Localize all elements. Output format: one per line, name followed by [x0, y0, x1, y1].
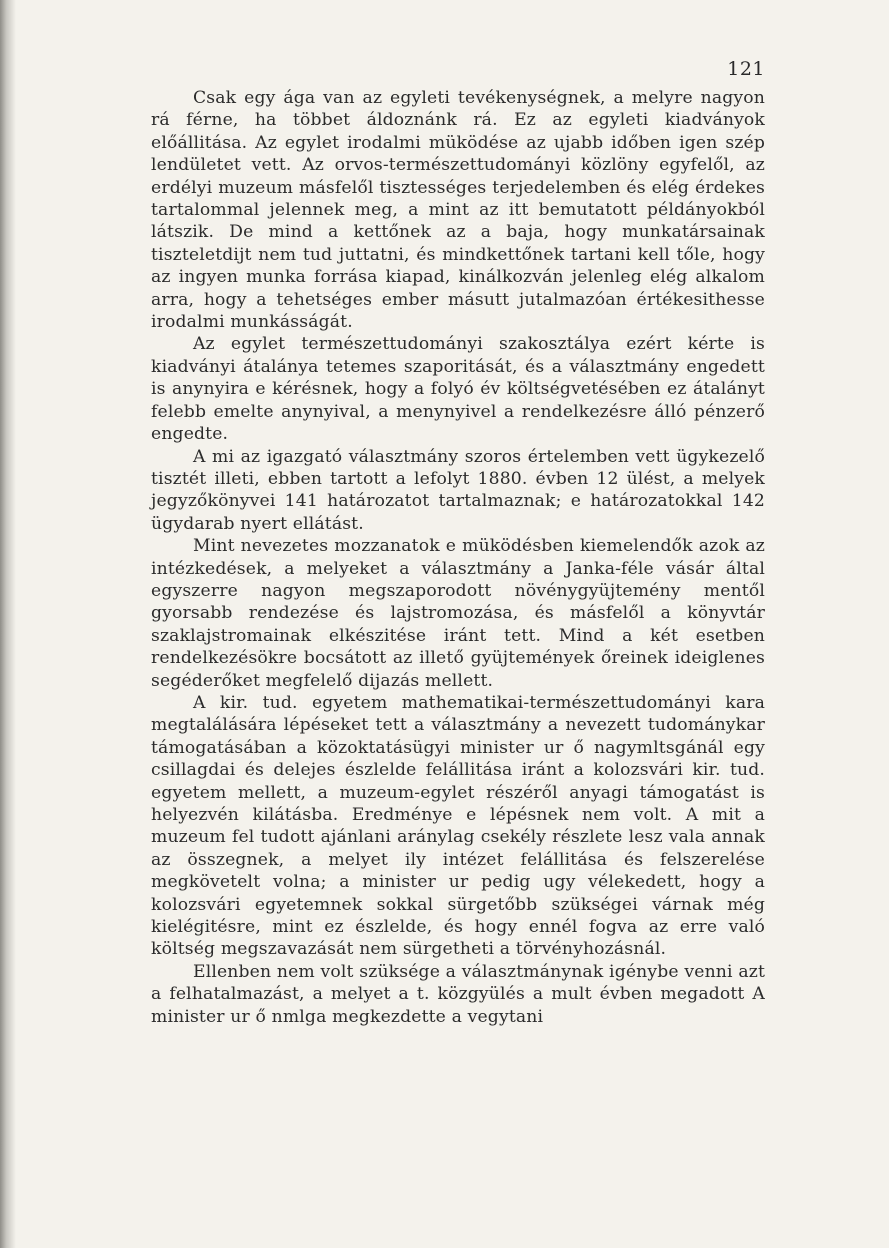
- paragraph-1: Csak egy ága van az egyleti tevékenységnek, a melyre nagyon rá férne, ha többet áldoznánk rá. Ez az egyleti kiadványok előállitása. Az egylet irodalmi müködése az ujabb időben igen szép lendületet vett. Az orvos-természettudományi közlöny egyfelől, az erdélyi muzeum másfelől tisztességes terjedelemben és elég érdekes tartalommal jelennek meg, a mint az itt bemutatott példányokból látszik. De mind a kettőnek az a baja, hogy munkatársainak tiszteletdijt nem tud juttatni, és mindkettőnek tartani kell tőle, hogy az ingyen munka forrása kiapad, kinálkozván jelenleg elég alkalom arra, hogy a tehetséges ember másutt jutalmazóan értékesithesse irodalmi munkásságát.: [151, 88, 765, 333]
- book-spine-shadow: [0, 0, 16, 1248]
- paragraph-6: Ellenben nem volt szüksége a választmánynak igénybe venni azt a felhatalmazást, a melyet a t. közgyülés a mult évben megadott A minister ur ő nmlga megkezdette a vegytani: [151, 961, 765, 1027]
- paragraph-3: A mi az igazgató választmány szoros értelemben vett ügykezelő tisztét illeti, ebben tartott a lefolyt 1880. évben 12 ülést, a melyek jegyzőkönyvei 141 határozatot tartalmaznak; e határozatokkal 142 ügydarab nyert ellátást.: [151, 446, 765, 534]
- body-text: [151, 87, 765, 1028]
- paragraph-2: Az egylet természettudományi szakosztálya ezért kérte is kiadványi átalánya tetemes szaporitását, és a választmány engedett is anynyira e kérésnek, hogy a folyó év költségvetésében ez átalányt felebb emelte anynyival, a menynyivel a rendelkezésre álló pénzerő engedte.: [151, 334, 765, 445]
- page-number: 121: [727, 58, 765, 80]
- paragraph-5: A kir. tud. egyetem mathematikai-természettudományi kara megtalálására lépéseket tett a választmány a nevezett tudománykar támogatásában a közoktatásügyi minister ur ő nagymltsgánál egy csillagdai és delejes észlelde felállitása iránt a kolozsvári kir. tud. egyetem mellett, a muzeum-egylet részéről anyagi támogatást is helyezvén kilátásba. Eredménye e lépésnek nem volt. A mit a muzeum fel tudott ajánlani aránylag csekély részlete lesz vala annak az összegnek, a melyet ily intézet felállitása és felszerelése megkövetelt volna; a minister ur pedig ugy vélekedett, hogy a kolozsvári egyetemnek sokkal sürgetőbb szükségei várnak még kielégitésre, mint ez észlelde, és hogy ennél fogva az erre való költség megszavazását nem sürgetheti a törvényhozásnál.: [151, 692, 765, 960]
- paragraph-4: Mint nevezetes mozzanatok e müködésben kiemelendők azok az intézkedések, a melyeket a választmány a Janka-féle vásár által egyszerre nagyon megszaporodott növénygyüjtemény mentől gyorsabb rendezése és lajstromozása, és másfelől a könyvtár szaklajstromainak elkészitése iránt tett. Mind a két esetben rendelkezésökre bocsátott az illető gyüjtemények őreinek ideiglenes segéderőket megfelelő dijazás mellett.: [151, 536, 765, 691]
